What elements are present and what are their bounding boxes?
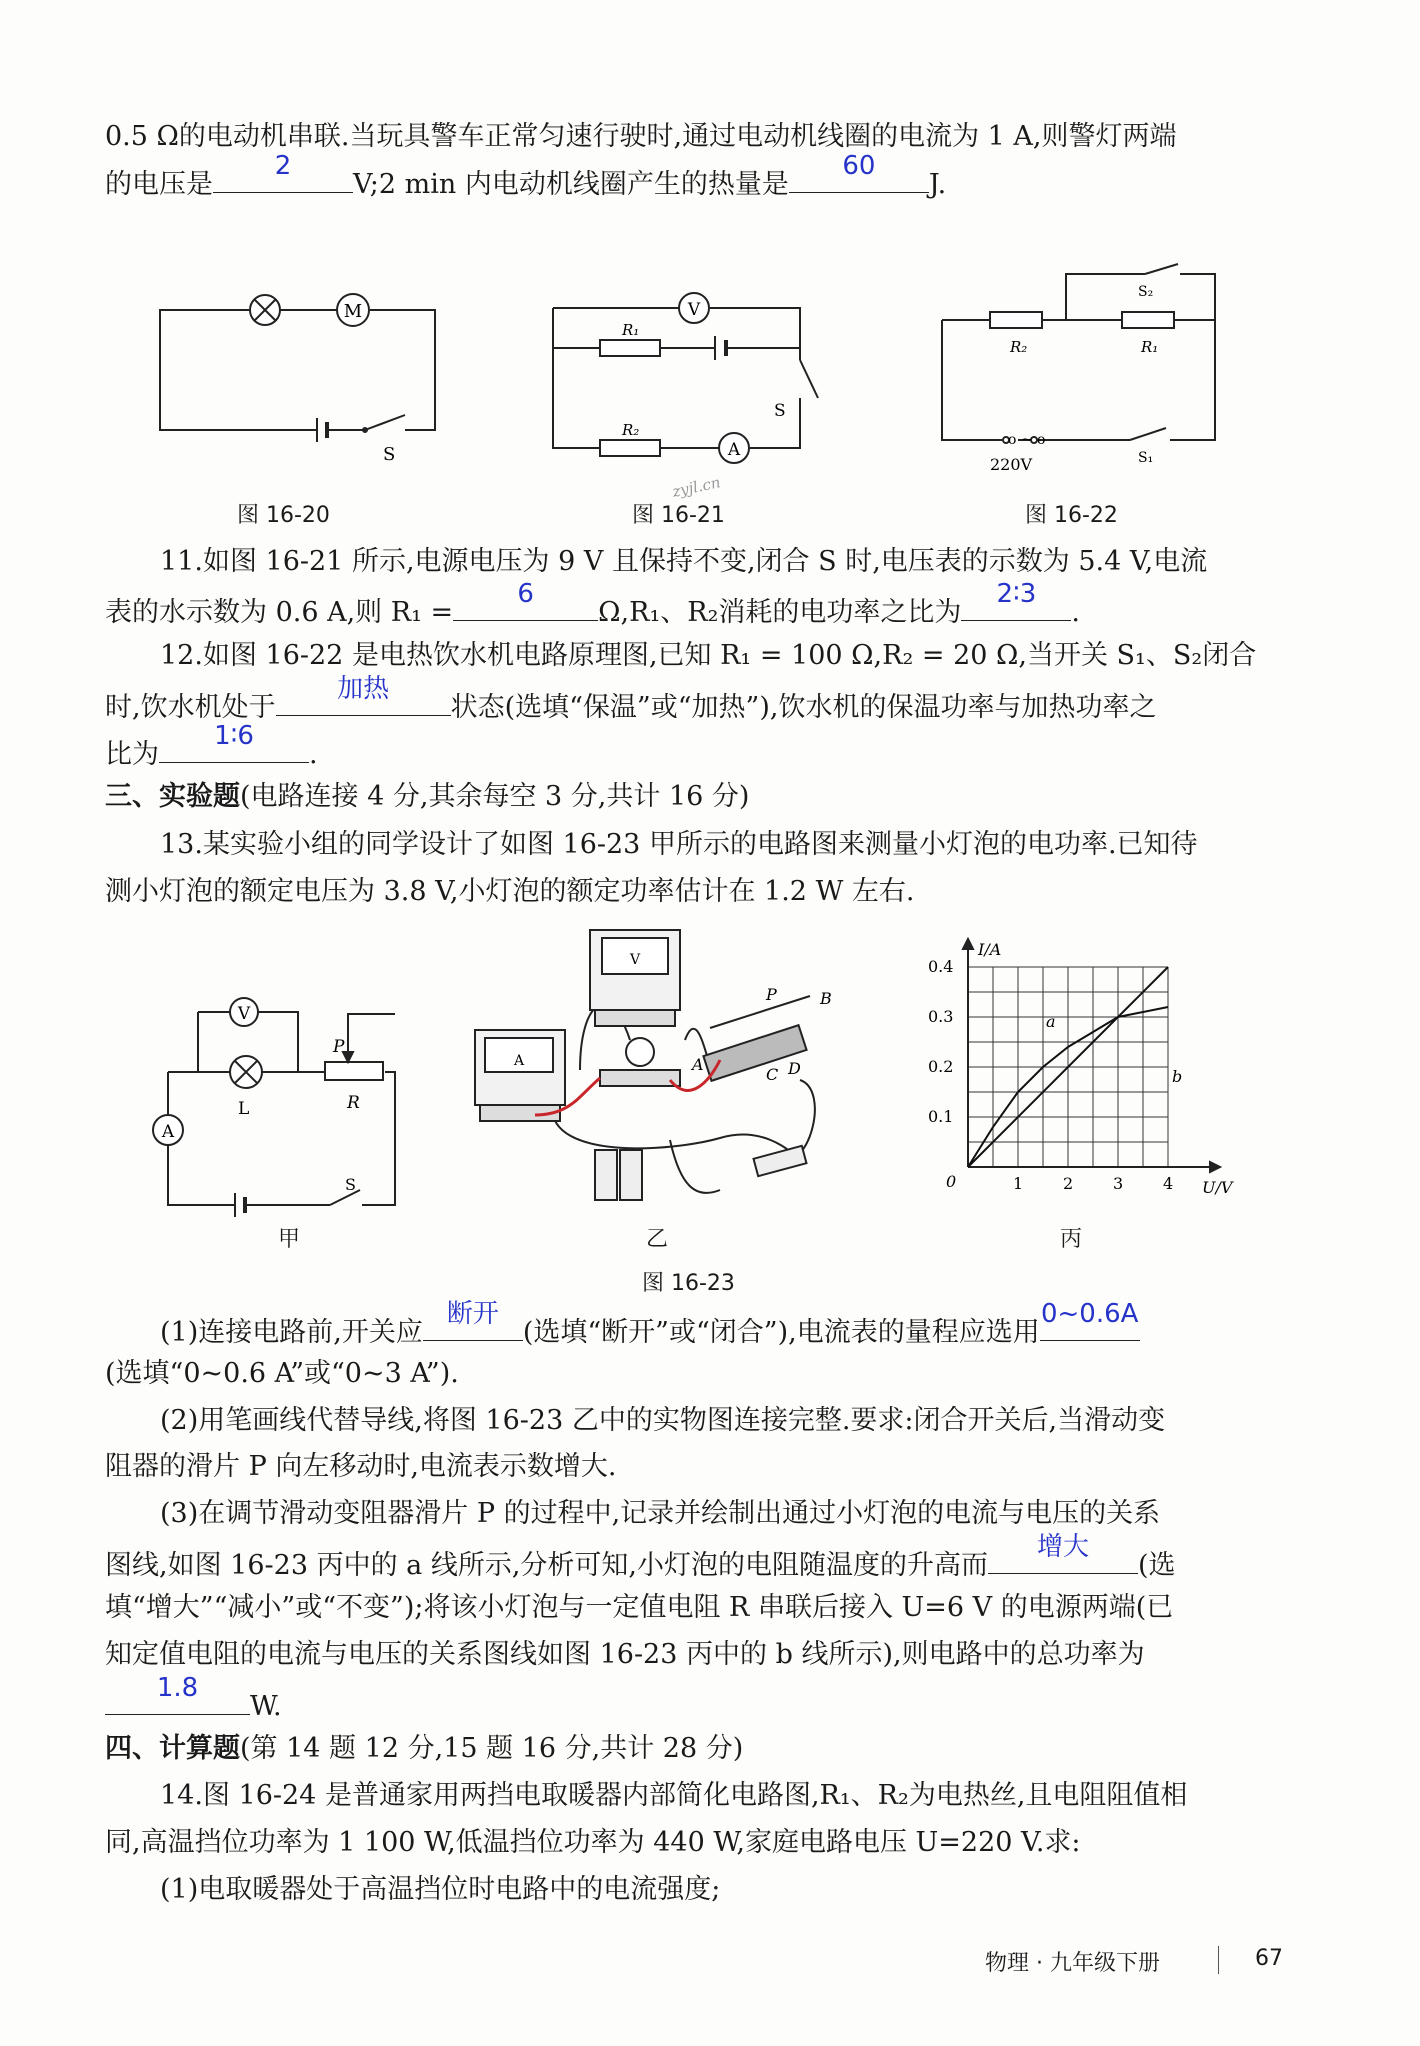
slider-label: P [333, 1037, 345, 1057]
motor-label: M [343, 301, 363, 322]
q14-line-1: 14.图 16-24 是普通家用两挡电取暖器内部简化电路图,R₁、R₂为电热丝,且电阻阻值相 [160, 1780, 1188, 1811]
y-tick-label: 0.1 [928, 1107, 954, 1126]
answer-blank[interactable] [789, 151, 929, 193]
q13-3-line-4: 知定值电阻的电流与电压的关系图线如图 16-23 丙中的 b 线所示),则电路中的总功率为 [105, 1639, 1145, 1670]
y-axis-label: I/A [978, 940, 1002, 959]
q12-line-1: 12.如图 16-22 是电热饮水机电路原理图,已知 R₁ = 100 Ω,R₂ = 20 Ω,当开关 S₁、S₂闭合 [160, 640, 1257, 671]
intro-line-2: 的电压是 2 V;2 min 内电动机线圈产生的热量是 60 J. [105, 160, 1280, 205]
figure-16-20-circuit [140, 268, 460, 468]
figure-caption: 图 16-20 [237, 503, 330, 528]
figure-16-23-jia-circuit [140, 990, 420, 1240]
terminal-d-label: D [788, 1059, 801, 1078]
q11-line-1: 11.如图 16-21 所示,电源电压为 9 V 且保持不变,闭合 S 时,电压表的示数为 5.4 V,电流 [160, 546, 1208, 577]
switch-label: S [345, 1175, 356, 1194]
footer-book-title: 物理 · 九年级下册 [985, 1951, 1160, 1976]
handwritten-answer: 60 [842, 151, 876, 181]
q12-line-2: 时,饮水机处于 加热 状态(选填“保温”或“加热”),饮水机的保温功率与加热功率之 [105, 683, 1280, 728]
figure-16-21-circuit [540, 280, 820, 470]
voltmeter-label: V [629, 952, 641, 968]
figure-caption: 图 16-21 [632, 503, 725, 528]
switch-label: S [774, 401, 786, 421]
q13-3-line-5: 1.8 W. [105, 1682, 1280, 1727]
x-tick-label: 3 [1113, 1174, 1124, 1193]
r1-label: R₁ [1141, 338, 1159, 356]
q14-line-2: 同,高温挡位功率为 1 100 W,低温挡位功率为 440 W,家庭电路电压 U=220 V.求: [105, 1827, 1081, 1858]
voltage-label: 220V [990, 455, 1033, 474]
q12-line-3: 比为 1∶6 . [105, 730, 1280, 775]
answer-blank[interactable] [105, 1673, 250, 1715]
section-3-heading: 三、实验题(电路连接 4 分,其余每空 3 分,共计 16 分) [105, 781, 750, 812]
y-tick-label: 0.4 [928, 957, 954, 976]
q14-line-3: (1)电取暖器处于高温挡位时电路中的电流强度; [160, 1874, 721, 1905]
answer-blank[interactable] [423, 1299, 523, 1341]
series-label-b: b [1172, 1067, 1183, 1086]
voltmeter-label: V [687, 300, 701, 320]
answer-blank[interactable] [1040, 1299, 1140, 1341]
figure-caption: 图 16-23 [642, 1271, 735, 1296]
handwritten-answer: 2∶3 [996, 579, 1037, 609]
page-number: 67 [1255, 1946, 1283, 1971]
lamp-label: L [238, 1099, 250, 1119]
q11-line-2: 表的水示数为 0.6 A,则 R₁ = 6 Ω,R₁、R₂消耗的电功率之比为 2∶3 . [105, 588, 1280, 633]
series-label-a: a [1046, 1012, 1056, 1031]
q13-3-line-3: 填“增大”“减小”或“不变”);将该小灯泡与一定值电阻 R 串联后接入 U=6 V 的电源两端(已 [105, 1592, 1174, 1623]
s2-label: S₂ [1138, 284, 1154, 300]
r1-label: R₁ [622, 321, 640, 339]
footer-divider [1218, 1946, 1219, 1974]
figure-caption: 图 16-22 [1025, 503, 1118, 528]
answer-blank[interactable] [453, 579, 598, 621]
ac-source-symbol: o ~ o [1008, 432, 1046, 448]
figure-16-23-bing-chart [920, 935, 1250, 1215]
subfigure-caption: 丙 [1060, 1227, 1083, 1252]
q13-1-line-2: (选填“0~0.6 A”或“0~3 A”). [105, 1358, 459, 1389]
ammeter-label: A [161, 1122, 175, 1142]
handwritten-answer: 2 [274, 151, 292, 181]
handwritten-answer: 1∶6 [214, 721, 254, 751]
handwritten-answer: 增大 [1037, 1532, 1090, 1562]
handwritten-answer: 0~0.6A [1040, 1299, 1139, 1329]
r2-label: R₂ [622, 421, 640, 439]
x-tick-label: 2 [1063, 1174, 1074, 1193]
answer-blank[interactable] [961, 579, 1071, 621]
x-tick-label: 4 [1163, 1174, 1174, 1193]
ammeter-label: A [727, 440, 741, 460]
answer-blank[interactable] [213, 151, 353, 193]
q13-line-1: 13.某实验小组的同学设计了如图 16-23 甲所示的电路图来测量小灯泡的电功率.已知待 [160, 829, 1198, 860]
section-4-heading: 四、计算题(第 14 题 12 分,15 题 16 分,共计 28 分) [105, 1733, 744, 1764]
terminal-a-label: A [692, 1055, 704, 1074]
q13-3-line-2: 图线,如图 16-23 丙中的 a 线所示,分析可知,小灯泡的电阻随温度的升高而 增大 (选 [105, 1541, 1280, 1586]
figure-16-22-circuit [930, 262, 1230, 482]
answer-blank[interactable] [276, 674, 451, 716]
x-axis-label: U/V [1202, 1178, 1233, 1197]
x-tick-label: 1 [1013, 1174, 1024, 1193]
switch-label: S [383, 444, 396, 465]
ammeter-label: A [513, 1053, 525, 1069]
terminal-c-label: C [766, 1065, 779, 1084]
q13-line-2: 测小灯泡的额定电压为 3.8 V,小灯泡的额定功率估计在 1.2 W 左右. [105, 876, 915, 907]
voltmeter-label: V [237, 1004, 251, 1024]
s1-label: S₁ [1138, 450, 1154, 466]
resistor-label: R [347, 1093, 360, 1113]
handwritten-answer: 1.8 [156, 1673, 199, 1703]
figure-16-23-yi-apparatus [470, 920, 850, 1220]
handwritten-answer: 断开 [446, 1299, 499, 1329]
q13-2-line-1: (2)用笔画线代替导线,将图 16-23 乙中的实物图连接完整.要求:闭合开关后,当滑动变 [160, 1405, 1166, 1436]
q13-1-line-1: (1)连接电路前,开关应 断开 (选填“断开”或“闭合”),电流表的量程应选用 0~0.6A [160, 1308, 1280, 1353]
subfigure-caption: 甲 [278, 1227, 301, 1252]
intro-line-1: 0.5 Ω的电动机串联.当玩具警车正常匀速行驶时,通过电动机线圈的电流为 1 A,则警灯两端 [105, 121, 1177, 152]
answer-blank[interactable] [988, 1532, 1138, 1574]
terminal-b-label: B [820, 989, 832, 1008]
handwritten-answer: 加热 [337, 674, 390, 704]
subfigure-caption: 乙 [646, 1227, 669, 1252]
r2-label: R₂ [1010, 338, 1028, 356]
y-tick-label: 0.3 [928, 1007, 954, 1026]
origin-label: 0 [946, 1172, 957, 1191]
watermark: zyjl.cn [670, 473, 722, 501]
y-tick-label: 0.2 [928, 1057, 954, 1076]
q13-3-line-1: (3)在调节滑动变阻器滑片 P 的过程中,记录并绘制出通过小灯泡的电流与电压的关系 [160, 1498, 1161, 1529]
slider-label: P [766, 985, 777, 1004]
q13-2-line-2: 阻器的滑片 P 向左移动时,电流表示数增大. [105, 1451, 617, 1482]
handwritten-answer: 6 [517, 579, 534, 609]
